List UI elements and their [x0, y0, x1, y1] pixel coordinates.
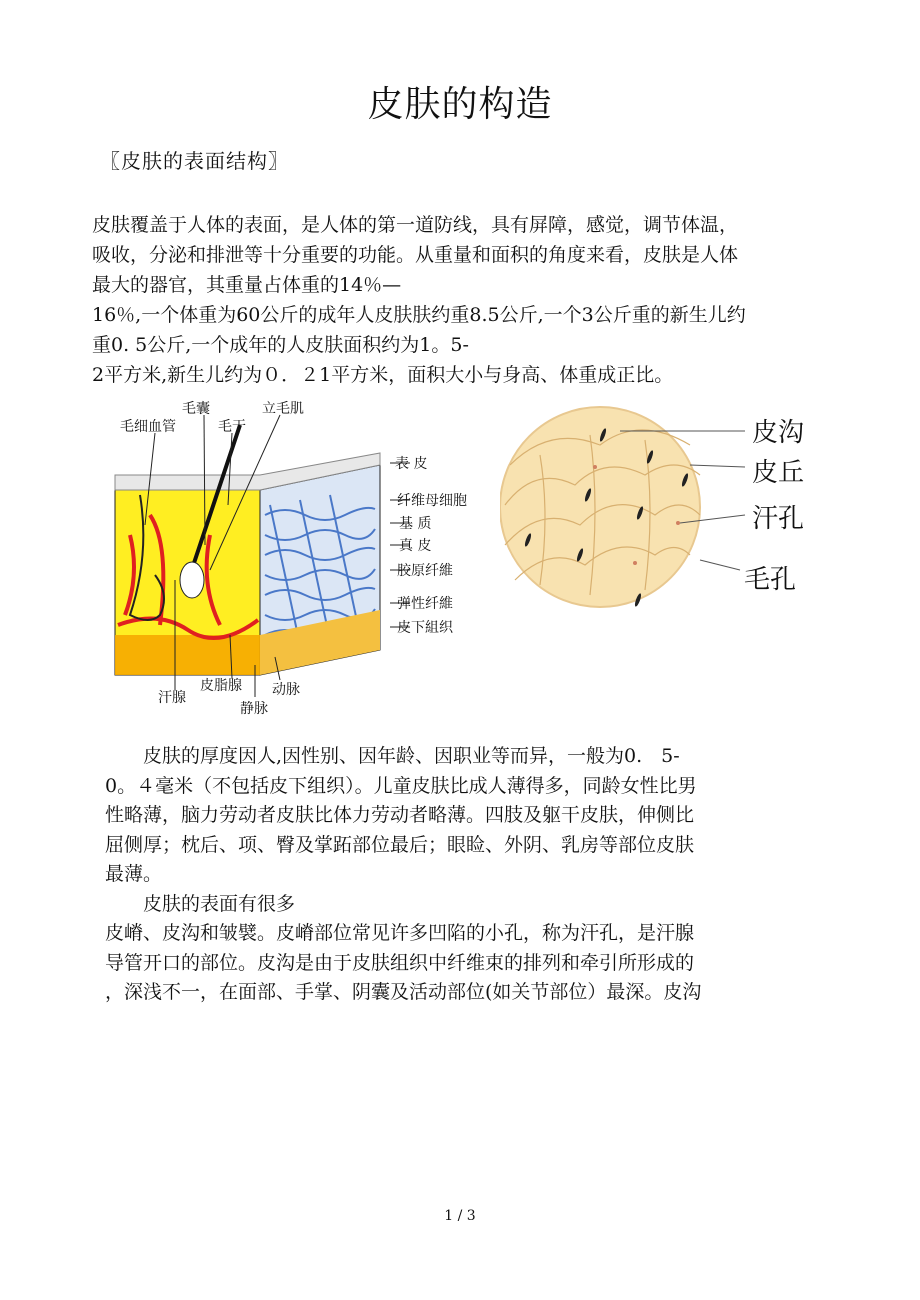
- paragraph-line: 皮肤覆盖于人体的表面，是人体的第一道防线，具有屏障，感觉，调节体温，: [92, 214, 739, 236]
- label-zhenpi: 真 皮: [399, 538, 432, 554]
- label-maonang: 毛囊: [182, 401, 210, 417]
- label-biaopi: 表 皮: [395, 456, 428, 472]
- label-jizhi: 基 质: [399, 516, 432, 532]
- paragraph-line: 0。４毫米（不包括皮下组织）。儿童皮肤比成人薄得多，同龄女性比男: [105, 774, 697, 797]
- skin-cross-section-diagram: [110, 395, 490, 725]
- label-pigou: 皮沟: [752, 418, 805, 448]
- label-tanxingxianwei: 弹性纤維: [397, 596, 453, 612]
- paragraph-line: 性略薄，脑力劳动者皮肤比体力劳动者略薄。四肢及躯干皮肤，伸侧比: [105, 804, 695, 826]
- paragraph-line: 最薄。: [105, 863, 163, 885]
- label-dongmai: 动脉: [272, 682, 300, 698]
- skin-surface-diagram: [500, 395, 820, 635]
- label-maoxixueguan: 毛细血管: [120, 419, 176, 435]
- page-number: 1 / 3: [444, 1208, 476, 1224]
- subcutaneous-fat: [115, 635, 260, 675]
- label-jingmai: 静脉: [240, 701, 268, 717]
- label-piqiu: 皮丘: [752, 458, 805, 488]
- label-pizhixian: 皮脂腺: [200, 678, 242, 694]
- paragraph-line: 16％,一个体重为60公斤的成年人皮肤肤约重8.5公斤,一个3公斤重的新生儿约: [92, 304, 746, 326]
- paragraph-line: 皮肤的表面有很多: [105, 892, 296, 915]
- paragraph-line: 吸收，分泌和排泄等十分重要的功能。从重量和面积的角度来看，皮肤是人体: [92, 244, 739, 266]
- label-pixiazuzhi: 皮下組织: [397, 620, 453, 636]
- label-maokong: 毛孔: [744, 565, 797, 595]
- paragraph-line: 导管开口的部位。皮沟是由于皮肤组织中纤维束的排列和牵引所形成的: [105, 951, 695, 974]
- paragraph-line: 皮肤的厚度因人,因性别、因年龄、因职业等而异，一般为0. 5-: [105, 745, 680, 767]
- paragraph-line: 皮嵴、皮沟和皱襞。皮嵴部位常见许多凹陷的小孔，称为汗孔，是汗腺: [105, 922, 695, 944]
- paragraph-line: 最大的器官，其重量占体重的14％—: [92, 274, 402, 296]
- label-hanxian: 汗腺: [158, 690, 186, 706]
- label-xianweimuxibao: 纤维母细胞: [397, 493, 467, 509]
- page-title: 皮肤的构造: [367, 84, 553, 125]
- label-maogan: 毛干: [218, 419, 246, 435]
- paragraph-line: ，深浅不一，在面部、手掌、阴囊及活动部位(如关节部位）最深。皮沟: [105, 981, 702, 1003]
- section-heading: 〖皮肤的表面结构〗: [100, 149, 289, 173]
- hair-follicle: [180, 562, 204, 598]
- label-limaoji: 立毛肌: [262, 401, 304, 417]
- label-hankong: 汗孔: [752, 504, 805, 534]
- thickness-paragraph: [105, 742, 805, 1008]
- paragraph-line: 重0. 5公斤,一个成年的人皮肤面积约为1。5-: [92, 334, 469, 356]
- paragraph-line: 屈侧厚；枕后、项、臀及掌跖部位最后；眼睑、外阴、乳房等部位皮肤: [105, 833, 695, 856]
- label-jiaoyuanxianwei: 胶原纤維: [397, 563, 453, 579]
- intro-paragraph: [92, 210, 832, 390]
- paragraph-line: 2平方米,新生儿约为０．２1平方米，面积大小与身高、体重成正比。: [92, 364, 674, 386]
